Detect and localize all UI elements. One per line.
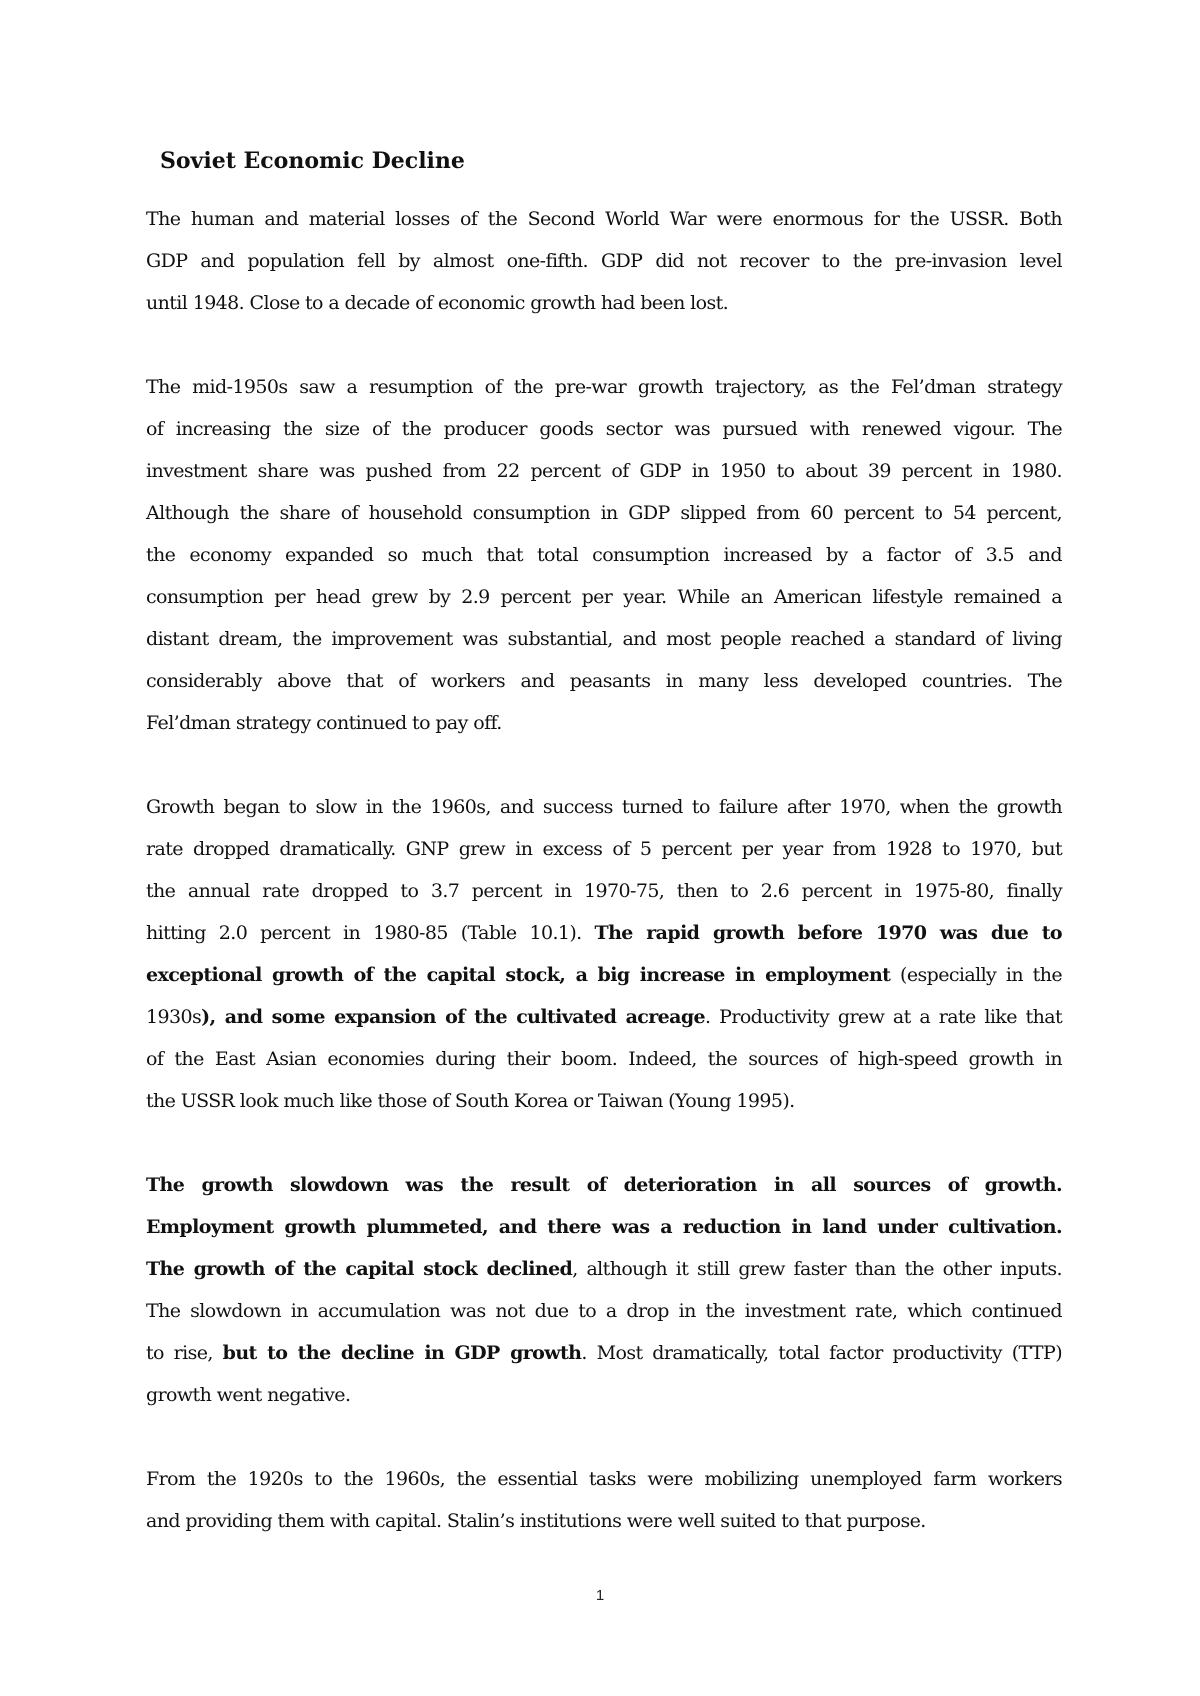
text-line	[146, 1038, 1062, 1080]
text-run: From the 1920s to the 1960s, the essential tasks were mobilizing unemployed farm workers	[146, 1468, 1062, 1490]
text-run: The mid-1950s saw a resumption of the pre-war growth trajectory, as the Fel’dman strategy	[146, 376, 1062, 398]
text-run: Although the share of household consumption in GDP slipped from 60 percent to 54 percent,	[146, 502, 1062, 524]
paragraph	[146, 1458, 1062, 1542]
text-run: . Most dramatically, total factor productivity (TTP)	[581, 1342, 1063, 1364]
text-line	[146, 618, 1062, 660]
text-run: Fel’dman strategy continued to pay off.	[146, 712, 502, 734]
bold-text-run: The rapid growth before 1970 was due to	[594, 922, 1062, 944]
text-line	[146, 282, 1062, 324]
document-title: Soviet Economic Decline	[160, 148, 465, 174]
text-run: distant dream, the improvement was substantial, and most people reached a standard of living	[146, 628, 1062, 650]
text-line	[146, 408, 1062, 450]
bold-text-run: exceptional growth of the capital stock, a big increase in employment	[146, 964, 891, 986]
text-line	[146, 366, 1062, 408]
bold-text-run: ), and some expansion of the cultivated acreage	[201, 1006, 706, 1028]
text-line	[146, 240, 1062, 282]
text-run: of the East Asian economies during their boom. Indeed, the sources of high-speed growth in	[146, 1048, 1062, 1070]
text-line	[146, 1080, 1062, 1122]
text-run: GDP and population fell by almost one-fifth. GDP did not recover to the pre-invasion level	[146, 250, 1062, 272]
text-line	[146, 1332, 1062, 1374]
text-line	[146, 450, 1062, 492]
paragraph	[146, 198, 1062, 324]
text-line	[146, 576, 1062, 618]
text-run: investment share was pushed from 22 percent of GDP in 1950 to about 39 percent in 1980.	[146, 460, 1062, 482]
text-line	[146, 534, 1062, 576]
text-line	[146, 1206, 1062, 1248]
text-run: The slowdown in accumulation was not due to a drop in the investment rate, which continued	[146, 1300, 1062, 1322]
text-run: 1930s	[146, 1006, 202, 1028]
text-run: to rise,	[146, 1342, 223, 1364]
text-line	[146, 828, 1062, 870]
bold-text-run: The growth of the capital stock declined	[146, 1258, 573, 1280]
text-run: until 1948. Close to a decade of economic growth had been lost.	[146, 292, 729, 314]
paragraph	[146, 786, 1062, 1122]
text-line	[146, 198, 1062, 240]
text-run: growth went negative.	[146, 1384, 351, 1406]
text-run: consumption per head grew by 2.9 percent per year. While an American lifestyle remained a	[146, 586, 1062, 608]
text-run: , although it still grew faster than the other inputs.	[572, 1258, 1062, 1280]
text-run: the annual rate dropped to 3.7 percent in 1970-75, then to 2.6 percent in 1975-80, finally	[146, 880, 1062, 902]
bold-text-run: Employment growth plummeted, and there was a reduction in land under cultivation.	[146, 1216, 1062, 1238]
text-line	[146, 1374, 1062, 1416]
text-line	[146, 1290, 1062, 1332]
text-run: considerably above that of workers and peasants in many less developed countries. The	[146, 670, 1062, 692]
text-line	[146, 492, 1062, 534]
text-run: the USSR look much like those of South Korea or Taiwan (Young 1995).	[146, 1090, 795, 1112]
text-line	[146, 1248, 1062, 1290]
text-line	[146, 1500, 1062, 1542]
text-run: (especially in the	[890, 964, 1062, 986]
text-line	[146, 1164, 1062, 1206]
text-run: hitting 2.0 percent in 1980-85 (Table 10.1).	[146, 922, 595, 944]
bold-text-run: The growth slowdown was the result of deterioration in all sources of growth.	[146, 1174, 1062, 1196]
text-run: rate dropped dramatically. GNP grew in excess of 5 percent per year from 1928 to 1970, but	[146, 838, 1062, 860]
text-line	[146, 1458, 1062, 1500]
paragraph	[146, 1164, 1062, 1416]
text-run: . Productivity grew at a rate like that	[705, 1006, 1062, 1028]
text-line	[146, 660, 1062, 702]
text-line	[146, 870, 1062, 912]
text-run: The human and material losses of the Second World War were enormous for the USSR. Both	[146, 208, 1062, 230]
text-run: and providing them with capital. Stalin’s institutions were well suited to that purpose.	[146, 1510, 926, 1532]
text-line	[146, 702, 1062, 744]
text-line	[146, 912, 1062, 954]
bold-text-run: but to the decline in GDP growth	[222, 1342, 582, 1364]
text-line	[146, 954, 1062, 996]
paragraph	[146, 366, 1062, 744]
text-run: of increasing the size of the producer goods sector was pursued with renewed vigour. The	[146, 418, 1062, 440]
page-number: 1	[595, 1587, 605, 1604]
text-run: the economy expanded so much that total consumption increased by a factor of 3.5 and	[146, 544, 1062, 566]
text-line	[146, 786, 1062, 828]
text-run: Growth began to slow in the 1960s, and success turned to failure after 1970, when the growth	[146, 796, 1062, 818]
text-line	[146, 996, 1062, 1038]
